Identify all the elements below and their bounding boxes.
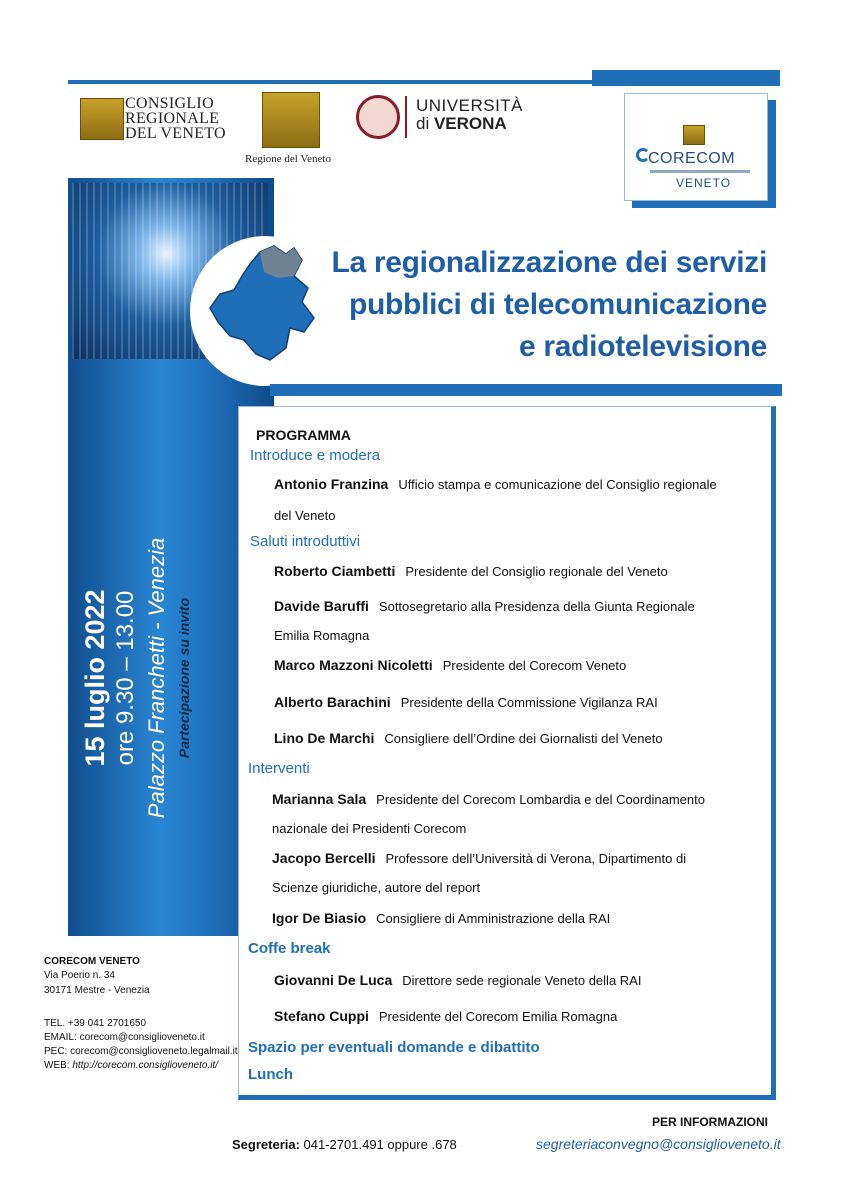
veneto-map-icon: [190, 236, 340, 386]
corecom-crest-icon: [683, 125, 705, 145]
section-discussion: Spazio per eventuali domande e dibattito: [248, 1039, 540, 1056]
contact-web-link[interactable]: http://corecom.consiglioveneto.it/: [72, 1060, 218, 1071]
event-time: ore 9.30 – 13.00: [112, 590, 139, 766]
speaker-row: Marco Mazzoni Nicoletti Presidente del Corecom Veneto: [274, 657, 627, 673]
speaker-row: Giovanni De Luca Direttore sede regionale Veneto della RAI: [274, 972, 642, 988]
contact-phone: TEL. +39 041 2701650: [44, 1018, 147, 1029]
corecom-logo-name: CORECOM: [648, 150, 736, 167]
speaker-role-cont: Scienze giuridiche, autore del report: [272, 880, 481, 895]
speaker-row: Roberto Ciambetti Presidente del Consiglio regionale del Veneto: [274, 563, 668, 579]
section-saluti: Saluti introduttivi: [250, 533, 361, 550]
page-title-line-3: e radiotelevisione: [518, 330, 767, 363]
regione-caption: Regione del Veneto: [245, 153, 331, 165]
page-title-line-2: pubblici di telecomunicazione: [348, 288, 767, 321]
program-heading: PROGRAMMA: [256, 427, 351, 443]
university-label: UNIVERSITÀ: [416, 96, 524, 115]
event-place: Palazzo Franchetti - Venezia: [144, 537, 169, 819]
contact-org: CORECOM VENETO: [44, 956, 140, 967]
secretariat-phone: Segreteria: 041-2701.491 oppure .678: [232, 1137, 457, 1152]
university-seal-icon: [356, 95, 400, 139]
speaker-row: Jacopo Bercelli Professore dell’Università di Verona, Dipartimento di: [272, 850, 687, 866]
top-accent-bar: [592, 70, 780, 86]
speaker-role-cont: Emilia Romagna: [274, 628, 370, 643]
contact-address-2: 30171 Mestre - Venezia: [44, 985, 150, 996]
secretariat-email-link[interactable]: segreteriaconvegno@consiglioveneto.it: [536, 1136, 781, 1152]
contact-pec: PEC: corecom@consiglioveneto.legalmail.it: [44, 1046, 238, 1057]
speaker-row: Stefano Cuppi Presidente del Corecom Emilia Romagna: [274, 1008, 618, 1024]
university-divider: [405, 96, 407, 138]
university-name: di VERONA: [416, 114, 507, 133]
speaker-row: Lino De Marchi Consigliere dell’Ordine dei Giornalisti del Veneto: [274, 730, 663, 746]
corecom-logo-region: VENETO: [676, 176, 732, 190]
page-title-line-1: La regionalizzazione dei servizi: [331, 246, 767, 279]
speaker-row: Antonio Franzina Ufficio stampa e comunicazione del Consiglio regionale: [274, 476, 717, 492]
map-circle: [190, 236, 340, 386]
section-introduce: Introduce e modera: [250, 447, 381, 464]
corecom-subtitle-line: [650, 170, 750, 173]
contact-address-1: Via Poerio n. 34: [44, 970, 115, 981]
event-note: Partecipazione su invito: [176, 597, 192, 759]
speaker-row: Davide Baruffi Sottosegretario alla Presidenza della Giunta Regionale: [274, 598, 695, 614]
lion-crest-icon: [80, 98, 124, 140]
contact-web: WEB: http://corecom.consiglioveneto.it/: [44, 1060, 218, 1071]
speaker-role-cont: del Veneto: [274, 508, 336, 523]
program-top-bar: [270, 384, 782, 396]
consiglio-logo-text: CONSIGLIO REGIONALE DEL VENETO: [125, 95, 226, 142]
contact-email: EMAIL: corecom@consiglioveneto.it: [44, 1032, 205, 1043]
section-coffee: Coffe break: [248, 940, 331, 957]
speaker-role-cont: nazionale dei Presidenti Corecom: [272, 821, 467, 836]
speaker-row: Marianna Sala Presidente del Corecom Lombardia e del Coordinamento: [272, 791, 705, 807]
section-lunch: Lunch: [248, 1066, 293, 1083]
regione-lion-crest-icon: [262, 92, 320, 148]
speaker-row: Alberto Barachini Presidente della Commissione Vigilanza RAI: [274, 694, 658, 710]
speaker-row: Igor De Biasio Consigliere di Amministrazione della RAI: [272, 910, 611, 926]
event-date: 15 luglio 2022: [80, 589, 110, 767]
info-heading: PER INFORMAZIONI: [652, 1115, 768, 1129]
section-interventi: Interventi: [248, 760, 310, 777]
